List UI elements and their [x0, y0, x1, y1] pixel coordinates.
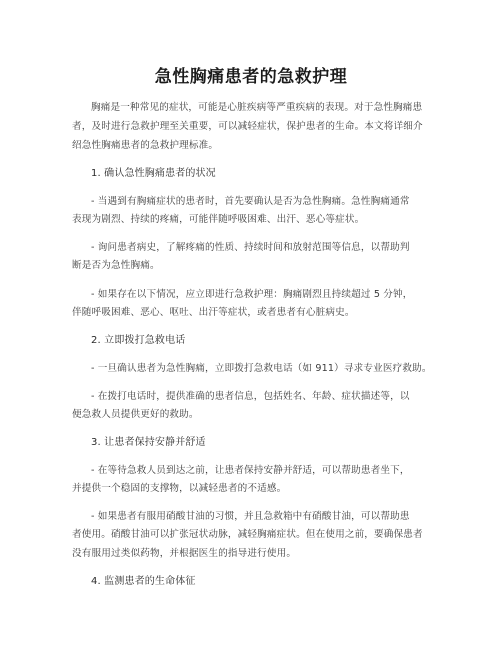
- section-2-p2-line-1: - 在拨打电话时，提供准确的患者信息，包括姓名、年龄、症状描述等，以: [91, 391, 410, 402]
- section-2-p1-line-1: - 一旦确认患者为急性胸痛，立即拨打急救电话（如 911）寻求专业医疗救助。: [91, 363, 432, 374]
- section-1-p1-line-2: 表现为剧烈、持续的疼痛，可能伴随呼吸困难、出汗、恶心等症状。: [72, 214, 365, 225]
- section-4-heading: 4. 监测患者的生命体征: [91, 576, 196, 587]
- section-1-p3-line-2: 伴随呼吸困难、恶心、呕吐、出汗等症状，或者患者有心脏病史。: [72, 307, 355, 318]
- section-1-p2-line-2: 断是否为急性胸痛。: [72, 260, 160, 271]
- section-3-p1-line-2: 并提供一个稳固的支撑物，以减轻患者的不适感。: [72, 483, 287, 494]
- section-1-p1-line-1: - 当遇到有胸痛症状的患者时，首先要确认是否为急性胸痛。急性胸痛通常: [91, 196, 410, 207]
- section-1-heading: 1. 确认急性胸痛患者的状况: [91, 168, 216, 179]
- section-3-p2-line-1: - 如果患者有服用硝酸甘油的习惯，并且急救箱中有硝酸甘油，可以帮助患: [91, 511, 410, 522]
- intro-line-3: 绍急性胸痛患者的急救护理标准。: [72, 140, 219, 151]
- document-title: 急性胸痛患者的急救护理: [154, 67, 348, 87]
- section-1-p3-line-1: - 如果存在以下情况，应立即进行急救护理：胸痛剧烈且持续超过 5 分钟，: [91, 289, 413, 300]
- section-3-p2-line-2: 者使用。硝酸甘油可以扩张冠状动脉，减轻胸痛症状。但在使用之前，要确保患者: [72, 529, 423, 540]
- section-2-p2-line-2: 便急救人员提供更好的救助。: [72, 409, 199, 420]
- section-3-heading: 3. 让患者保持安静并舒适: [91, 437, 206, 448]
- section-2-heading: 2. 立即拨打急救电话: [91, 335, 186, 346]
- section-3-p1-line-1: - 在等待急救人员到达之前，让患者保持安静并舒适，可以帮助患者坐下，: [91, 465, 410, 476]
- section-1-p2-line-1: - 询问患者病史，了解疼痛的性质、持续时间和放射范围等信息，以帮助判: [91, 242, 410, 253]
- intro-line-1: 胸痛是一种常见的症状，可能是心脏疾病等严重疾病的表现。对于急性胸痛患: [91, 102, 423, 113]
- section-3-p2-line-3: 没有服用过类似药物，并根据医生的指导进行使用。: [72, 548, 297, 559]
- intro-line-2: 者，及时进行急救护理至关重要，可以减轻症状，保护患者的生命。本文将详细介: [72, 121, 423, 132]
